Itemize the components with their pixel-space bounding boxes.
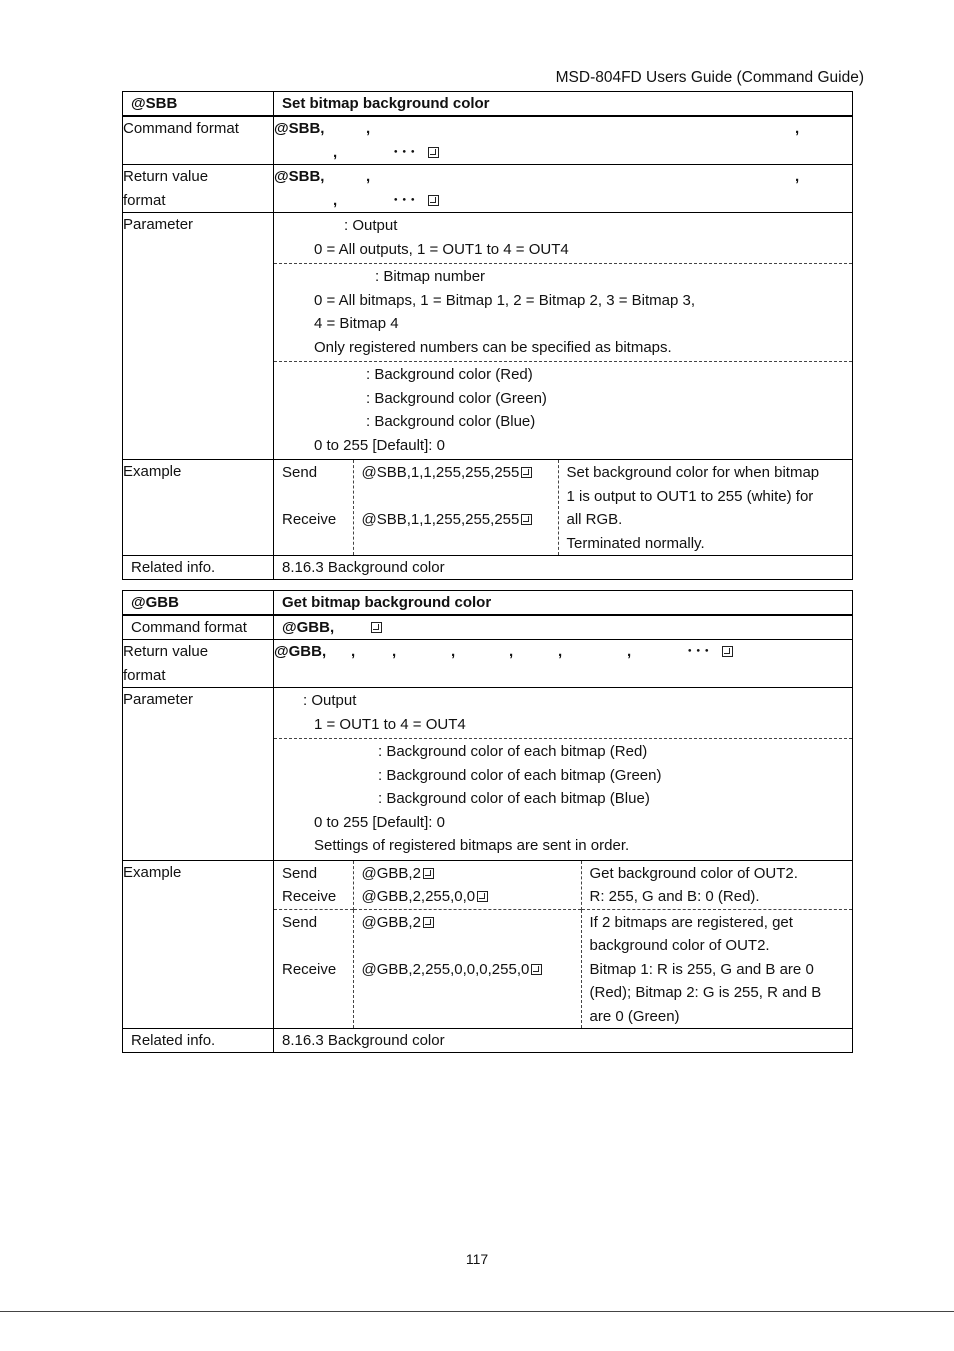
sbb-parameter-content [274, 213, 853, 460]
sbb-return-comma: , [795, 168, 800, 185]
gbb-return-comma: , [451, 643, 456, 660]
sbb-return-label-line1: Return value [123, 168, 209, 185]
footer-divider [0, 1311, 954, 1312]
gbb-command-title: Get bitmap background color [274, 591, 853, 616]
sbb-send-command: @SBB,1,1,255,255,255 [361, 464, 520, 481]
gbb-example-desc-line: R: 255, G and B: 0 (Red). [589, 888, 760, 905]
sbb-example-desc-line: 1 is output to OUT1 to 255 (white) for [566, 487, 814, 505]
send-label: Send [282, 864, 318, 882]
gbb-example-desc-line: are 0 (Green) [589, 1007, 680, 1025]
sbb-param-color [274, 361, 852, 459]
sbb-related-row [123, 556, 853, 580]
sbb-command-format-label: Command format [123, 116, 274, 165]
gbb-example-label: Example [123, 860, 274, 1029]
gbb-command-format [274, 615, 853, 640]
sbb-return-comma: , [333, 191, 338, 209]
return-key-icon [423, 868, 434, 879]
sbb-param-output [274, 213, 852, 263]
sbb-param-blue: : Background color (Blue) [366, 413, 536, 430]
return-key-icon [428, 195, 439, 206]
gbb-example1-labels [274, 861, 353, 910]
sbb-param-bitmap-note: Only registered numbers can be specified as bitmaps. [314, 338, 672, 356]
gbb-param-red: : Background color of each bitmap (Red) [378, 743, 648, 760]
sbb-format-ellipsis: ･･･ [392, 143, 418, 161]
sbb-command-format [274, 116, 853, 165]
gbb-return-format [274, 640, 853, 688]
receive-label: Receive [282, 888, 337, 905]
sbb-parameter-label: Parameter [123, 213, 274, 460]
sbb-param-bitmap-values: 4 = Bitmap 4 [314, 315, 399, 332]
gbb-example2-description [581, 909, 852, 1028]
sbb-return-ellipsis: ･･･ [392, 191, 418, 209]
sbb-command-format-row [123, 116, 853, 165]
gbb-example-row [123, 860, 853, 1029]
sbb-example-commands [353, 460, 558, 555]
return-key-icon [428, 147, 439, 158]
gbb-command-format-row [123, 615, 853, 640]
sbb-return-prefix: @SBB, [274, 168, 325, 185]
sbb-example-desc-line: all RGB. [566, 511, 623, 528]
sbb-param-bitmap [274, 263, 852, 361]
gbb-param-range: 0 to 255 [Default]: 0 [314, 813, 445, 831]
sbb-format-prefix: @SBB, [274, 120, 325, 137]
gbb-related-row [123, 1029, 853, 1053]
return-key-icon [477, 891, 488, 902]
sbb-format-comma: , [333, 143, 338, 161]
gbb-return-ellipsis: ･･･ [686, 643, 712, 660]
send-label: Send [282, 464, 318, 481]
sbb-return-format-row [123, 165, 853, 213]
gbb-command-name: @GBB [123, 591, 274, 616]
return-key-icon [531, 964, 542, 975]
gbb-example-desc-line: background color of OUT2. [589, 937, 770, 954]
gbb-command-format-label: Command format [123, 615, 274, 640]
return-key-icon [423, 917, 434, 928]
gbb-example2-labels [274, 909, 353, 1028]
receive-label: Receive [282, 960, 337, 978]
gbb-send-command: @GBB,2 [361, 913, 421, 931]
sbb-example-table [274, 460, 852, 555]
sbb-param-bitmap-label: : Bitmap number [375, 268, 486, 285]
gbb-example-desc-line: Bitmap 1: R is 255, G and B are 0 [589, 960, 814, 978]
gbb-command-table [122, 590, 853, 1053]
gbb-return-prefix: @GBB, [274, 643, 327, 660]
gbb-example-content [274, 860, 853, 1029]
gbb-example-desc-line: If 2 bitmaps are registered, get [589, 913, 793, 931]
sbb-return-format [274, 165, 853, 213]
gbb-example-table [274, 861, 852, 1029]
gbb-return-label-line2: format [123, 666, 166, 684]
page-number: 117 [465, 1251, 489, 1267]
gbb-param-blue: : Background color of each bitmap (Blue) [378, 790, 650, 807]
gbb-related-label: Related info. [123, 1029, 274, 1053]
sbb-example-labels [274, 460, 353, 555]
gbb-parameter-content [274, 688, 853, 861]
sbb-param-range: 0 to 255 [Default]: 0 [314, 436, 445, 454]
sbb-param-green: : Background color (Green) [366, 389, 547, 407]
sbb-related-label: Related info. [123, 556, 274, 580]
sbb-param-output-values: 0 = All outputs, 1 = OUT1 to 4 = OUT4 [314, 240, 569, 258]
gbb-param-output-label: : Output [303, 692, 357, 709]
gbb-receive-command: @GBB,2,255,0,0,0,255,0 [361, 960, 530, 978]
gbb-example1-commands [353, 861, 581, 910]
sbb-format-comma: , [366, 120, 371, 137]
gbb-receive-command: @GBB,2,255,0,0 [361, 888, 476, 905]
sbb-related-value: 8.16.3 Background color [274, 556, 853, 580]
sbb-example-row [123, 460, 853, 556]
gbb-param-output-values: 1 = OUT1 to 4 = OUT4 [314, 715, 466, 733]
sbb-example-desc-line: Set background color for when bitmap [566, 464, 820, 481]
sbb-param-red: : Background color (Red) [366, 366, 533, 383]
sbb-format-comma: , [795, 120, 800, 137]
sbb-command-title: Set bitmap background color [274, 92, 853, 117]
sbb-example-desc-line: Terminated normally. [566, 534, 705, 552]
gbb-return-comma: , [351, 643, 356, 660]
gbb-return-format-label [123, 640, 274, 688]
sbb-return-format-label [123, 165, 274, 213]
sbb-parameter-row [123, 213, 853, 460]
gbb-param-color [274, 738, 852, 860]
gbb-related-value: 8.16.3 Background color [274, 1029, 853, 1053]
sbb-param-output-label: : Output [344, 217, 398, 234]
sbb-return-comma: , [366, 168, 371, 185]
gbb-format-prefix: @GBB, [282, 619, 335, 636]
gbb-example-desc-line: (Red); Bitmap 2: G is 255, R and B [589, 984, 822, 1001]
gbb-return-label-line1: Return value [123, 643, 209, 660]
sbb-return-label-line2: format [123, 191, 166, 209]
sbb-example-description [558, 460, 852, 555]
receive-label: Receive [282, 511, 337, 528]
gbb-parameter-row [123, 688, 853, 861]
gbb-parameter-label: Parameter [123, 688, 274, 861]
sbb-param-bitmap-values: 0 = All bitmaps, 1 = Bitmap 1, 2 = Bitmap 2, 3 = Bitmap 3, [314, 291, 696, 309]
sbb-command-name: @SBB [123, 92, 274, 117]
sbb-command-table [122, 91, 853, 580]
gbb-return-comma: , [509, 643, 514, 660]
gbb-param-note: Settings of registered bitmaps are sent in order. [314, 837, 630, 854]
gbb-send-command: @GBB,2 [361, 864, 421, 882]
page-header-title: MSD-804FD Users Guide (Command Guide) [555, 69, 864, 86]
sbb-example-content [274, 460, 853, 556]
gbb-return-comma: , [627, 643, 632, 660]
return-key-icon [722, 646, 733, 657]
gbb-example2-commands [353, 909, 581, 1028]
send-label: Send [282, 913, 318, 931]
gbb-example1-description [581, 861, 852, 910]
return-key-icon [521, 514, 532, 525]
gbb-example-desc-line: Get background color of OUT2. [589, 864, 798, 882]
sbb-header-row [123, 92, 853, 117]
gbb-return-comma: , [392, 643, 397, 660]
gbb-return-format-row [123, 640, 853, 688]
return-key-icon [521, 467, 532, 478]
gbb-param-output [274, 688, 852, 738]
gbb-header-row [123, 591, 853, 616]
return-key-icon [371, 622, 382, 633]
gbb-return-comma: , [558, 643, 563, 660]
sbb-receive-command: @SBB,1,1,255,255,255 [361, 511, 520, 528]
sbb-example-label: Example [123, 460, 274, 556]
gbb-param-green: : Background color of each bitmap (Green) [378, 766, 662, 784]
